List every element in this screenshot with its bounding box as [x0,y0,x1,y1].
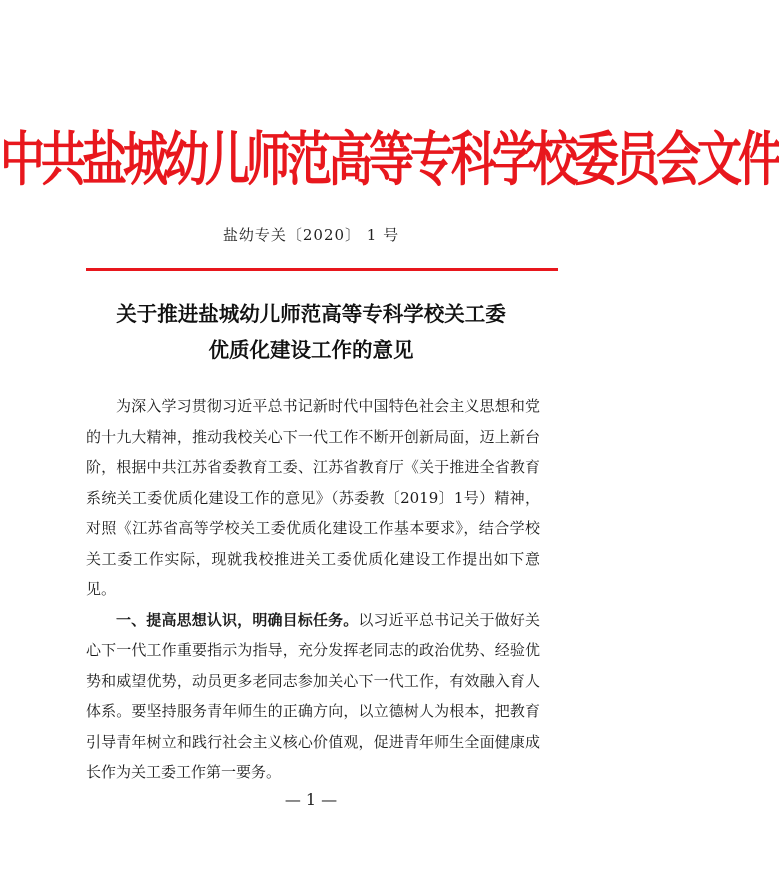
section-1-text: 以习近平总书记关于做好关心下一代工作重要指示为指导，充分发挥老同志的政治优势、经验优势和威望优势，动员更多老同志参加关心下一代工作，有效融入育人体系。要坚持服务青年师生的正确方向，以立德树人为根本，把教育引导青年树立和践行社会主义核心价值观，促进青年师生全面健康成长作为关工委工作第一要务。 [86,610,540,781]
section-1-heading: 一、提高思想认识，明确目标任务。 [116,610,359,629]
red-divider-line [86,268,558,271]
document-title [40,296,582,368]
document-number: 盐幼专关〔2020〕 1 号 [222,226,400,244]
page-number: — 1 — [284,790,338,809]
red-header-masthead: 中共盐城幼儿师范高等专科学校委员会文件 [0,125,779,194]
title-line-1: 关于推进盐城幼儿师范高等专科学校关工委 [116,302,506,326]
document-body [86,391,540,788]
paragraph-section-1 [86,605,540,788]
paragraph-intro: 为深入学习贯彻习近平总书记新时代中国特色社会主义思想和党的十九大精神，推动我校关心下一代工作不断开创新局面，迈上新台阶，根据中共江苏省委教育工委、江苏省教育厅《关于推进全省教育系统关工委优质化建设工作的意见》（苏委教〔2019〕1号）精神，对照《江苏省高等学校关工委优质化建设工作基本要求》，结合学校关工委工作实际，现就我校推进关工委优质化建设工作提出如下意见。 [86,397,540,598]
title-line-2: 优质化建设工作的意见 [208,338,414,362]
